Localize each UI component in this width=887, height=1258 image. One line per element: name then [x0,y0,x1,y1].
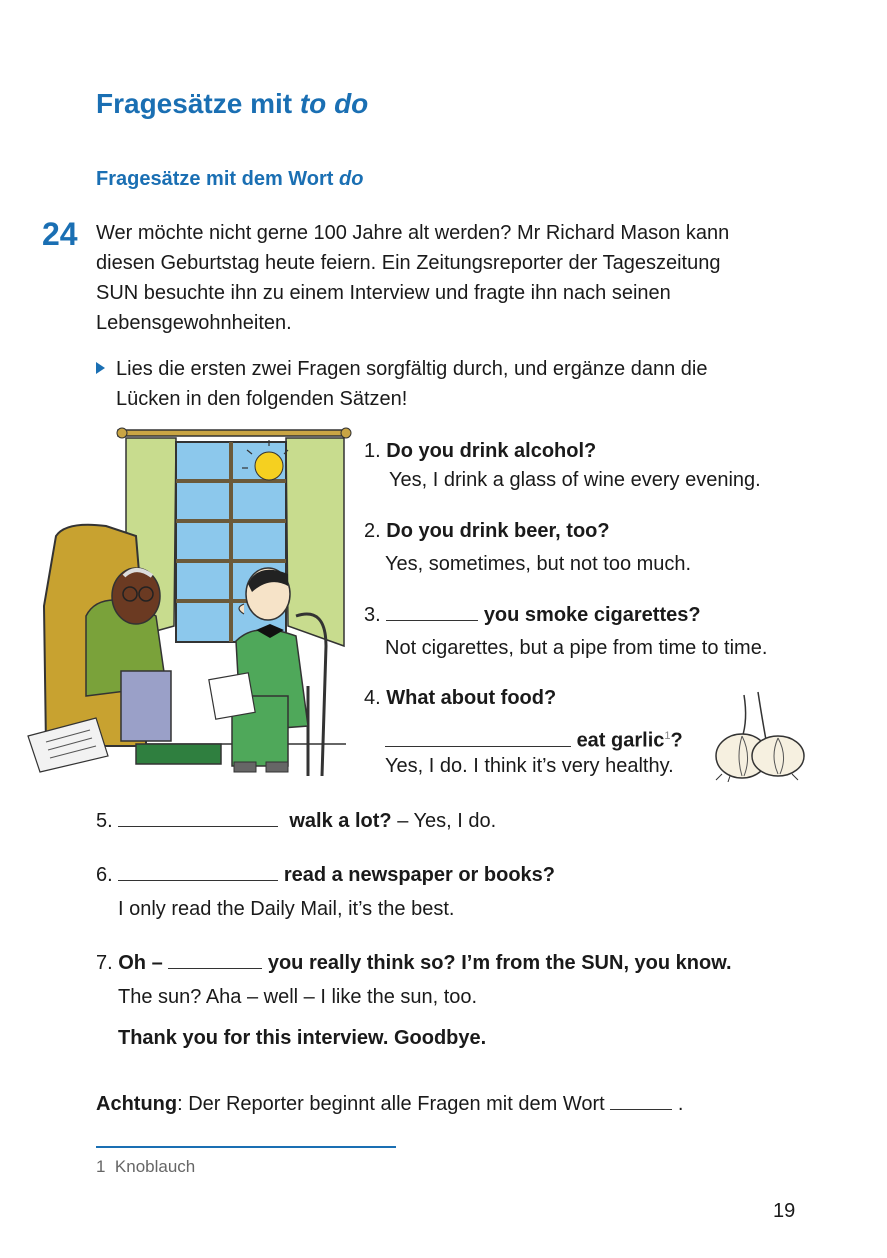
answer-blank[interactable] [118,862,278,881]
bullet-arrow-icon [96,362,105,374]
answer-blank[interactable] [386,602,478,621]
question-item-4b: eat garlic$^1$? [385,722,683,755]
attention-note: Achtung: Der Reporter beginnt alle Fragen mit dem Wort . [96,1093,684,1115]
question-item-6: 6. read a newspaper or books? [96,864,556,886]
answer-1: Yes, I drink a glass of wine every evening. [389,469,761,491]
answer-blank[interactable] [385,728,571,747]
instruction-line: Lies die ersten zwei Fragen sorgfältig durch, und ergänze dann die [116,358,708,380]
answer-7: The sun? Aha – well – I like the sun, too. [118,986,478,1008]
page-number: 19 [773,1200,796,1222]
exercise-intro [96,218,816,338]
answer-blank[interactable] [168,950,262,969]
question-item-7: 7. Oh – you really think so? I’m from the SUN, you know. [96,952,732,974]
answer-4: Yes, I do. I think it’s very healthy. [385,755,674,777]
page-title: Fragesätze mit to do [96,88,369,119]
interview-illustration [26,426,356,786]
exercise-number: 24 [42,216,78,252]
answer-3: Not cigarettes, but a pipe from time to time. [385,637,768,659]
footnote-mark: 1 [664,730,671,742]
intro-line: Lebensgewohnheiten. [96,312,292,334]
answer-blank[interactable] [610,1091,672,1110]
footnote: 1 Knoblauch [96,1157,196,1176]
answer-6: I only read the Daily Mail, it’s the best. [118,898,455,920]
garlic-icon [712,690,808,782]
intro-line: diesen Geburtstag heute feiern. Ein Zeitungsreporter der Tageszeitung [96,252,721,274]
answer-blank[interactable] [118,808,278,827]
question-item-2: 2. Do you drink beer, too? [364,520,610,542]
intro-line: Wer möchte nicht gerne 100 Jahre alt werden? Mr Richard Mason kann [96,222,730,244]
question-item-5: 5. walk a lot? – Yes, I do. [96,810,497,832]
closing-line: Thank you for this interview. Goodbye. [118,1027,487,1049]
footnote-divider [96,1146,396,1148]
question-item-4: 4. What about food? [364,687,557,709]
section-subtitle: Fragesätze mit dem Wort do [96,168,364,190]
instruction-line: Lücken in den folgenden Sätzen! [116,388,408,410]
answer-2: Yes, sometimes, but not too much. [385,553,692,575]
instruction [96,354,796,414]
question-item-1: 1. Do you drink alcohol? [364,440,597,462]
question-item-3: 3. you smoke cigarettes? [364,604,701,626]
intro-line: SUN besuchte ihn zu einem Interview und fragte ihn nach seinen [96,282,671,304]
